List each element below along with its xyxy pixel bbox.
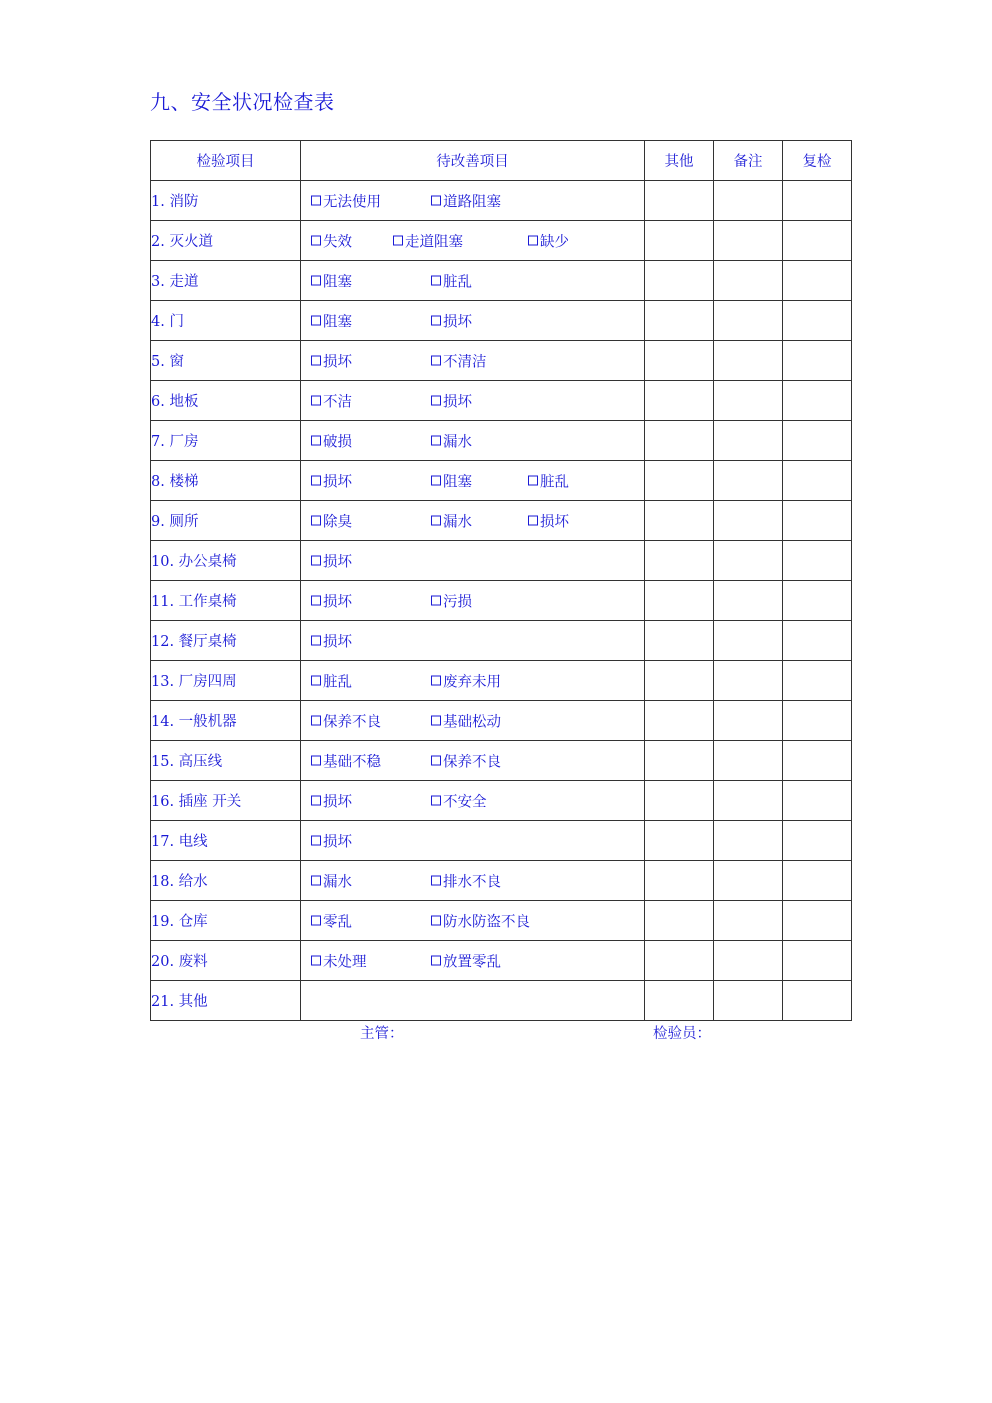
recheck-cell[interactable] [783, 901, 852, 941]
header-note: 备注 [714, 141, 783, 181]
note-cell[interactable] [714, 181, 783, 221]
check-item-label: 3. 走道 [151, 261, 301, 301]
checkbox-option[interactable] [311, 310, 352, 331]
checkbox-icon[interactable] [311, 396, 321, 406]
checkbox-icon[interactable] [431, 396, 441, 406]
checkbox-label: 损坏 [323, 794, 352, 810]
checkbox-icon[interactable] [431, 796, 441, 806]
table-row [151, 901, 852, 941]
table-row [151, 261, 852, 301]
checkbox-option[interactable] [311, 870, 352, 891]
checkbox-label: 除臭 [323, 514, 352, 530]
improve-options-cell [301, 981, 645, 1021]
improve-options-cell [301, 581, 645, 621]
checkbox-option[interactable] [431, 350, 487, 371]
other-cell[interactable] [645, 461, 714, 501]
checkbox-label: 未处理 [323, 954, 367, 970]
table-row [151, 461, 852, 501]
checkbox-icon[interactable] [311, 876, 321, 886]
checkbox-option[interactable] [528, 470, 569, 491]
checkbox-option[interactable] [311, 590, 352, 611]
header-item: 检验项目 [151, 141, 301, 181]
improve-options-cell [301, 941, 645, 981]
header-improve: 待改善项目 [301, 141, 645, 181]
note-cell[interactable] [714, 341, 783, 381]
note-cell[interactable] [714, 981, 783, 1021]
recheck-cell[interactable] [783, 941, 852, 981]
checkbox-label: 漏水 [323, 874, 352, 890]
checkbox-icon[interactable] [311, 956, 321, 966]
checkbox-icon[interactable] [311, 556, 321, 566]
checkbox-icon[interactable] [431, 716, 441, 726]
checkbox-icon[interactable] [311, 196, 321, 206]
recheck-cell[interactable] [783, 661, 852, 701]
check-item-label: 11. 工作桌椅 [151, 581, 301, 621]
checkbox-icon[interactable] [431, 916, 441, 926]
checkbox-icon[interactable] [311, 916, 321, 926]
checkbox-label: 漏水 [443, 514, 472, 530]
improve-options-cell [301, 741, 645, 781]
checkbox-option[interactable] [393, 230, 463, 251]
checkbox-option[interactable] [311, 830, 352, 851]
note-cell[interactable] [714, 661, 783, 701]
checkbox-label: 损坏 [540, 514, 569, 530]
checkbox-label: 损坏 [323, 834, 352, 850]
checkbox-option[interactable] [431, 470, 472, 491]
header-row [151, 141, 852, 181]
safety-check-table [150, 140, 852, 1021]
table-row [151, 541, 852, 581]
checkbox-icon[interactable] [311, 796, 321, 806]
checkbox-icon[interactable] [528, 236, 538, 246]
table-row [151, 941, 852, 981]
checkbox-label: 阻塞 [323, 314, 352, 330]
other-cell[interactable] [645, 421, 714, 461]
checkbox-icon[interactable] [431, 596, 441, 606]
checkbox-option[interactable] [311, 350, 352, 371]
header-recheck: 复检 [783, 141, 852, 181]
checkbox-option[interactable] [311, 710, 381, 731]
note-cell[interactable] [714, 781, 783, 821]
checkbox-option[interactable] [431, 190, 501, 211]
checkbox-label: 走道阻塞 [405, 234, 463, 250]
checkbox-option[interactable] [431, 390, 472, 411]
other-cell[interactable] [645, 501, 714, 541]
checkbox-option[interactable] [311, 750, 381, 771]
recheck-cell[interactable] [783, 541, 852, 581]
checkbox-icon[interactable] [431, 956, 441, 966]
recheck-cell[interactable] [783, 581, 852, 621]
table-row [151, 821, 852, 861]
other-cell[interactable] [645, 381, 714, 421]
checkbox-option[interactable] [528, 230, 569, 251]
note-cell[interactable] [714, 941, 783, 981]
checkbox-icon[interactable] [311, 636, 321, 646]
check-item-label: 4. 门 [151, 301, 301, 341]
note-cell[interactable] [714, 261, 783, 301]
inspector-label: 检验员： [653, 1026, 711, 1042]
improve-options-cell [301, 661, 645, 701]
checkbox-option[interactable] [431, 790, 487, 811]
check-item-label: 15. 高压线 [151, 741, 301, 781]
checkbox-option[interactable] [311, 550, 352, 571]
check-item-label: 6. 地板 [151, 381, 301, 421]
other-cell[interactable] [645, 221, 714, 261]
recheck-cell[interactable] [783, 461, 852, 501]
checkbox-option[interactable] [431, 710, 501, 731]
checkbox-option[interactable] [431, 270, 472, 291]
checkbox-icon[interactable] [311, 596, 321, 606]
checkbox-label: 阻塞 [323, 274, 352, 290]
table-row [151, 501, 852, 541]
recheck-cell[interactable] [783, 981, 852, 1021]
checkbox-label: 损坏 [443, 314, 472, 330]
check-item-label: 10. 办公桌椅 [151, 541, 301, 581]
checkbox-label: 损坏 [323, 634, 352, 650]
checkbox-option[interactable] [431, 750, 501, 771]
recheck-cell[interactable] [783, 741, 852, 781]
checkbox-icon[interactable] [528, 516, 538, 526]
check-item-label: 16. 插座 开关 [151, 781, 301, 821]
checkbox-option[interactable] [431, 670, 501, 691]
other-cell[interactable] [645, 181, 714, 221]
checkbox-label: 缺少 [540, 234, 569, 250]
table-row [151, 421, 852, 461]
note-cell[interactable] [714, 581, 783, 621]
checkbox-label: 损坏 [443, 394, 472, 410]
checkbox-label: 脏乱 [323, 674, 352, 690]
other-cell[interactable] [645, 341, 714, 381]
check-item-label: 9. 厕所 [151, 501, 301, 541]
table-row [151, 181, 852, 221]
improve-options-cell [301, 781, 645, 821]
check-item-label: 8. 楼梯 [151, 461, 301, 501]
recheck-cell[interactable] [783, 421, 852, 461]
table-row [151, 661, 852, 701]
recheck-cell[interactable] [783, 781, 852, 821]
table-row [151, 981, 852, 1021]
checkbox-icon[interactable] [528, 476, 538, 486]
note-cell[interactable] [714, 741, 783, 781]
improve-options-cell [301, 221, 645, 261]
recheck-cell[interactable] [783, 261, 852, 301]
check-item-label: 17. 电线 [151, 821, 301, 861]
note-cell[interactable] [714, 381, 783, 421]
recheck-cell[interactable] [783, 501, 852, 541]
checkbox-icon[interactable] [431, 756, 441, 766]
check-item-label: 13. 厂房四周 [151, 661, 301, 701]
checkbox-icon[interactable] [431, 356, 441, 366]
checkbox-icon[interactable] [311, 476, 321, 486]
other-cell[interactable] [645, 741, 714, 781]
checkbox-label: 排水不良 [443, 874, 501, 890]
other-cell[interactable] [645, 661, 714, 701]
recheck-cell[interactable] [783, 621, 852, 661]
improve-options-cell [301, 261, 645, 301]
checkbox-icon[interactable] [311, 356, 321, 366]
recheck-cell[interactable] [783, 821, 852, 861]
improve-options-cell [301, 541, 645, 581]
checkbox-icon[interactable] [311, 316, 321, 326]
checkbox-icon[interactable] [311, 756, 321, 766]
check-item-label: 18. 给水 [151, 861, 301, 901]
checkbox-option[interactable] [311, 430, 352, 451]
checkbox-option[interactable] [311, 790, 352, 811]
checkbox-label: 基础松动 [443, 714, 501, 730]
checkbox-label: 损坏 [323, 554, 352, 570]
table-row [151, 221, 852, 261]
checkbox-label: 污损 [443, 594, 472, 610]
table-row [151, 301, 852, 341]
recheck-cell[interactable] [783, 381, 852, 421]
checkbox-icon[interactable] [311, 836, 321, 846]
check-item-label: 19. 仓库 [151, 901, 301, 941]
recheck-cell[interactable] [783, 341, 852, 381]
improve-options-cell [301, 461, 645, 501]
note-cell[interactable] [714, 421, 783, 461]
checkbox-label: 脏乱 [443, 274, 472, 290]
checkbox-label: 零乱 [323, 914, 352, 930]
checkbox-label: 保养不良 [443, 754, 501, 770]
checkbox-option[interactable] [431, 430, 472, 451]
checkbox-option[interactable] [311, 230, 352, 251]
note-cell[interactable] [714, 461, 783, 501]
checkbox-option[interactable] [311, 470, 352, 491]
checkbox-icon[interactable] [431, 316, 441, 326]
other-cell[interactable] [645, 781, 714, 821]
checkbox-icon[interactable] [431, 276, 441, 286]
check-item-label: 21. 其他 [151, 981, 301, 1021]
other-cell[interactable] [645, 981, 714, 1021]
checkbox-icon[interactable] [311, 236, 321, 246]
checkbox-label: 放置零乱 [443, 954, 501, 970]
other-cell[interactable] [645, 861, 714, 901]
checkbox-label: 损坏 [323, 594, 352, 610]
check-item-label: 14. 一般机器 [151, 701, 301, 741]
recheck-cell[interactable] [783, 181, 852, 221]
checkbox-icon[interactable] [311, 276, 321, 286]
improve-options-cell [301, 621, 645, 661]
improve-options-cell [301, 301, 645, 341]
other-cell[interactable] [645, 701, 714, 741]
checkbox-icon[interactable] [431, 516, 441, 526]
checkbox-label: 损坏 [323, 474, 352, 490]
other-cell[interactable] [645, 301, 714, 341]
checkbox-label: 破损 [323, 434, 352, 450]
table-row [151, 701, 852, 741]
other-cell[interactable] [645, 621, 714, 661]
note-cell[interactable] [714, 301, 783, 341]
page-title: 九、安全状况检查表 [150, 90, 335, 114]
improve-options-cell [301, 381, 645, 421]
checkbox-label: 道路阻塞 [443, 194, 501, 210]
improve-options-cell [301, 701, 645, 741]
checkbox-option[interactable] [528, 510, 569, 531]
recheck-cell[interactable] [783, 301, 852, 341]
checkbox-option[interactable] [431, 910, 530, 931]
check-item-label: 1. 消防 [151, 181, 301, 221]
note-cell[interactable] [714, 621, 783, 661]
checkbox-label: 无法使用 [323, 194, 381, 210]
table-row [151, 621, 852, 661]
checkbox-option[interactable] [311, 390, 352, 411]
recheck-cell[interactable] [783, 861, 852, 901]
improve-options-cell [301, 501, 645, 541]
improve-options-cell [301, 861, 645, 901]
note-cell[interactable] [714, 541, 783, 581]
other-cell[interactable] [645, 581, 714, 621]
improve-options-cell [301, 901, 645, 941]
checkbox-icon[interactable] [431, 196, 441, 206]
improve-options-cell [301, 821, 645, 861]
checkbox-label: 基础不稳 [323, 754, 381, 770]
table-row [151, 581, 852, 621]
table-row [151, 741, 852, 781]
recheck-cell[interactable] [783, 701, 852, 741]
table-row [151, 861, 852, 901]
supervisor-label: 主管： [360, 1026, 404, 1042]
checkbox-icon[interactable] [431, 436, 441, 446]
checkbox-label: 废弃未用 [443, 674, 501, 690]
checkbox-option[interactable] [431, 950, 501, 971]
checkbox-icon[interactable] [311, 676, 321, 686]
checkbox-label: 阻塞 [443, 474, 472, 490]
note-cell[interactable] [714, 221, 783, 261]
checkbox-icon[interactable] [431, 876, 441, 886]
checkbox-label: 不清洁 [443, 354, 487, 370]
improve-options-cell [301, 181, 645, 221]
check-item-label: 20. 废料 [151, 941, 301, 981]
note-cell[interactable] [714, 901, 783, 941]
checkbox-option[interactable] [431, 870, 501, 891]
checkbox-option[interactable] [431, 590, 472, 611]
table-row [151, 341, 852, 381]
other-cell[interactable] [645, 541, 714, 581]
check-item-label: 7. 厂房 [151, 421, 301, 461]
header-other: 其他 [645, 141, 714, 181]
checkbox-label: 损坏 [323, 354, 352, 370]
note-cell[interactable] [714, 501, 783, 541]
checkbox-option[interactable] [311, 910, 352, 931]
other-cell[interactable] [645, 821, 714, 861]
checkbox-icon[interactable] [311, 716, 321, 726]
checkbox-option[interactable] [311, 950, 367, 971]
table-row [151, 381, 852, 421]
checkbox-option[interactable] [311, 190, 381, 211]
checkbox-option[interactable] [311, 510, 352, 531]
check-item-label: 5. 窗 [151, 341, 301, 381]
other-cell[interactable] [645, 901, 714, 941]
note-cell[interactable] [714, 821, 783, 861]
checkbox-icon[interactable] [431, 676, 441, 686]
checkbox-label: 失效 [323, 234, 352, 250]
improve-options-cell [301, 341, 645, 381]
checkbox-option[interactable] [311, 270, 352, 291]
other-cell[interactable] [645, 261, 714, 301]
check-item-label: 12. 餐厅桌椅 [151, 621, 301, 661]
checkbox-option[interactable] [311, 630, 352, 651]
checkbox-label: 保养不良 [323, 714, 381, 730]
checkbox-option[interactable] [431, 310, 472, 331]
checkbox-label: 防水防盗不良 [443, 914, 530, 930]
checkbox-option[interactable] [311, 670, 352, 691]
table-row [151, 781, 852, 821]
note-cell[interactable] [714, 701, 783, 741]
note-cell[interactable] [714, 861, 783, 901]
checkbox-label: 漏水 [443, 434, 472, 450]
checkbox-label: 脏乱 [540, 474, 569, 490]
checkbox-icon[interactable] [431, 476, 441, 486]
checkbox-option[interactable] [431, 510, 472, 531]
checkbox-icon[interactable] [393, 236, 403, 246]
checkbox-label: 不安全 [443, 794, 487, 810]
checkbox-icon[interactable] [311, 436, 321, 446]
improve-options-cell [301, 421, 645, 461]
checkbox-label: 不洁 [323, 394, 352, 410]
check-item-label: 2. 灭火道 [151, 221, 301, 261]
recheck-cell[interactable] [783, 221, 852, 261]
checkbox-icon[interactable] [311, 516, 321, 526]
other-cell[interactable] [645, 941, 714, 981]
